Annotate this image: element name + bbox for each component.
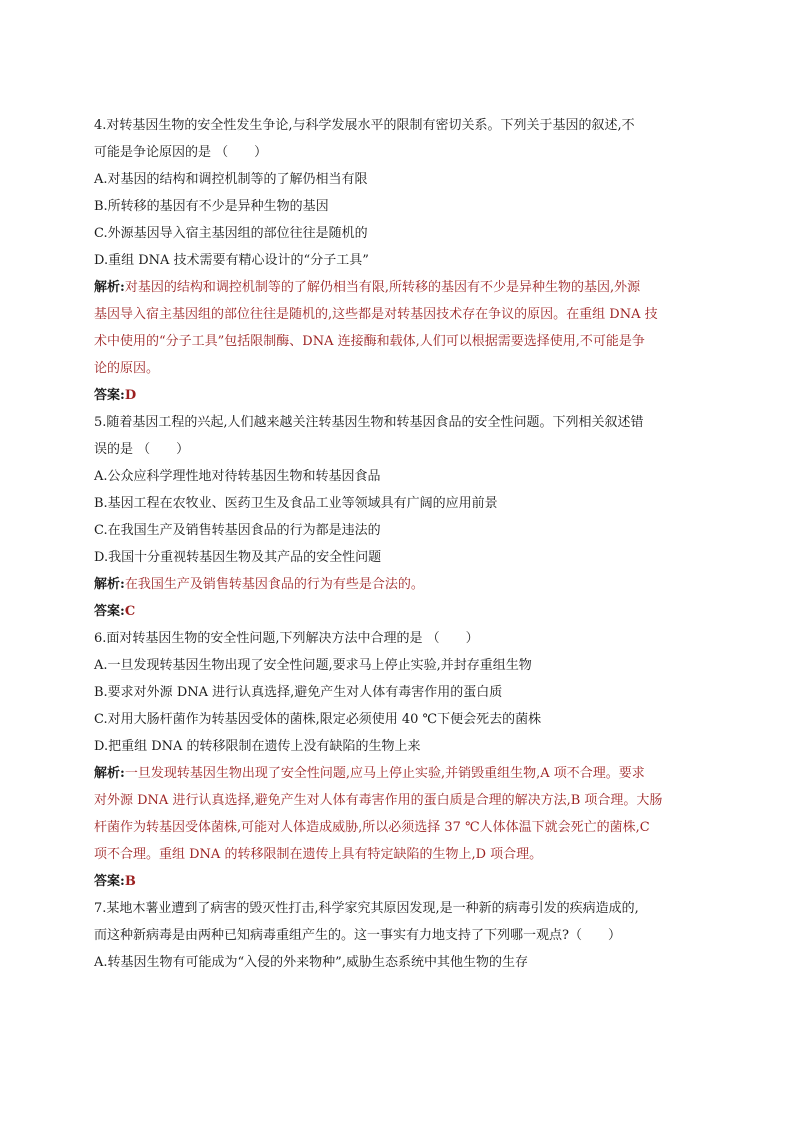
analysis-line: 对外源 DNA 进行认真选择,避免产生对人体有毒害作用的蛋白质是合理的解决方法,B 项合理。大肠 xyxy=(94,793,663,808)
analysis-label: 解析: xyxy=(94,577,125,592)
option-a: A.一旦发现转基因生物出现了安全性问题,要求马上停止实验,并封存重组生物 xyxy=(94,658,532,673)
analysis-line: 基因导入宿主基因组的部位往往是随机的,这些都是对转基因技术存在争议的原因。在重组 DNA 技 xyxy=(94,307,658,322)
analysis-line xyxy=(94,760,700,787)
question-stem-line: 4.对转基因生物的安全性发生争论,与科学发展水平的限制有密切关系。下列关于基因的叙述,不 xyxy=(94,118,635,133)
answer-value: D xyxy=(124,388,137,403)
question-stem-line: 误的是 （ ） xyxy=(94,442,190,457)
answer-line xyxy=(94,598,700,625)
question-7 xyxy=(94,895,700,976)
option-d: D.我国十分重视转基因生物及其产品的安全性问题 xyxy=(94,550,382,565)
question-6 xyxy=(94,625,700,895)
answer-label: 答案: xyxy=(94,874,125,889)
analysis-line: 论的原因。 xyxy=(94,361,160,376)
analysis-line xyxy=(94,274,700,301)
analysis-line: 术中使用的“分子工具”包括限制酶、DNA 连接酶和载体,人们可以根据需要选择使用,不可能是争 xyxy=(94,334,645,349)
question-stem-line: 6.面对转基因生物的安全性问题,下列解决方法中合理的是 （ ） xyxy=(94,631,479,646)
option-a: A.公众应科学理性地对待转基因生物和转基因食品 xyxy=(94,469,381,484)
option-d: D.把重组 DNA 的转移限制在遗传上没有缺陷的生物上来 xyxy=(94,739,421,754)
question-stem-line: 5.随着基因工程的兴起,人们越来越关注转基因生物和转基因食品的安全性问题。下列相关叙述错 xyxy=(94,415,644,430)
answer-line xyxy=(94,382,700,409)
question-list xyxy=(94,112,700,976)
option-a: A.转基因生物有可能成为“入侵的外来物种”,威胁生态系统中其他生物的生存 xyxy=(94,955,528,970)
option-c: C.在我国生产及销售转基因食品的行为都是违法的 xyxy=(94,523,381,538)
answer-value: C xyxy=(124,604,136,619)
option-d: D.重组 DNA 技术需要有精心设计的“分子工具” xyxy=(94,253,369,268)
option-c: C.外源基因导入宿主基因组的部位往往是随机的 xyxy=(94,226,368,241)
analysis-label: 解析: xyxy=(94,280,125,295)
answer-value: B xyxy=(124,874,136,889)
answer-line xyxy=(94,868,700,895)
question-stem-line: 可能是争论原因的是 （ ） xyxy=(94,145,268,160)
analysis-text: 一旦发现转基因生物出现了安全性问题,应马上停止实验,并销毁重组生物,A 项不合理。要求 xyxy=(124,766,645,781)
analysis-text: 在我国生产及销售转基因食品的行为有些是合法的。 xyxy=(124,577,424,592)
option-c: C.对用大肠杆菌作为转基因受体的菌株,限定必须使用 40 ℃下便会死去的菌株 xyxy=(94,712,542,727)
option-b: B.所转移的基因有不少是异种生物的基因 xyxy=(94,199,329,214)
option-a: A.对基因的结构和调控机制等的了解仍相当有限 xyxy=(94,172,368,187)
analysis-line: 杆菌作为转基因受体菌株,可能对人体造成威胁,所以必须选择 37 ℃人体体温下就会死亡的菌株,C xyxy=(94,820,650,835)
analysis-label: 解析: xyxy=(94,766,125,781)
option-b: B.基因工程在农牧业、医药卫生及食品工业等领域具有广阔的应用前景 xyxy=(94,496,498,511)
question-stem-line: 7.某地木薯业遭到了病害的毁灭性打击,科学家究其原因发现,是一种新的病毒引发的疾病造成的, xyxy=(94,901,639,916)
analysis-text: 对基因的结构和调控机制等的了解仍相当有限,所转移的基因有不少是异种生物的基因,外源 xyxy=(124,280,641,295)
analysis-line: 项不合理。重组 DNA 的转移限制在遗传上具有特定缺陷的生物上,D 项合理。 xyxy=(94,847,543,862)
answer-label: 答案: xyxy=(94,388,125,403)
analysis-line xyxy=(94,571,700,598)
question-4 xyxy=(94,112,700,409)
question-stem-line: 而这种新病毒是由两种已知病毒重组产生的。这一事实有力地支持了下列哪一观点?（ ） xyxy=(94,928,621,943)
question-5 xyxy=(94,409,700,625)
option-b: B.要求对外源 DNA 进行认真选择,避免产生对人体有毒害作用的蛋白质 xyxy=(94,685,503,700)
answer-label: 答案: xyxy=(94,604,125,619)
